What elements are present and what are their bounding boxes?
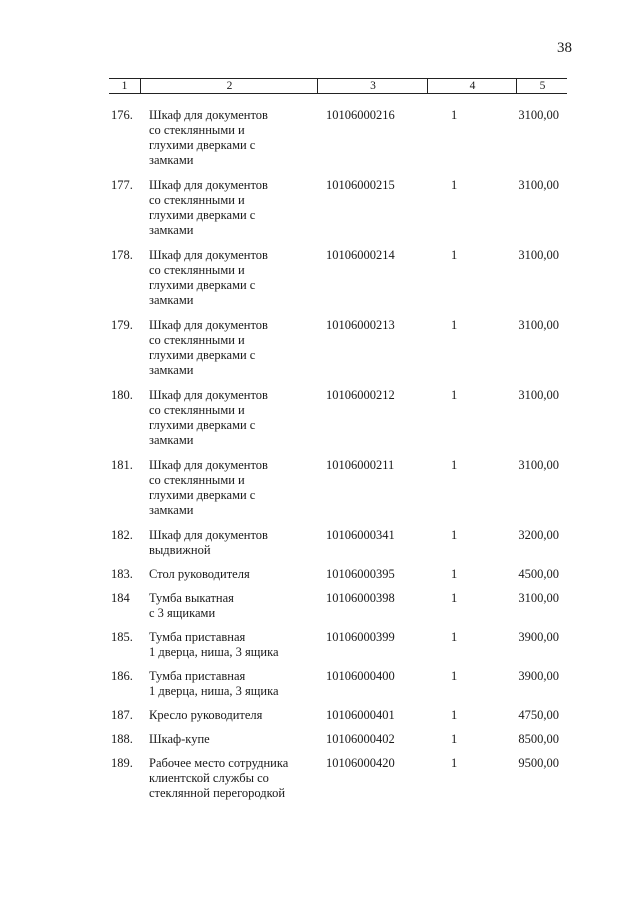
price: 3100,00: [518, 108, 559, 122]
column-header: 5: [516, 79, 568, 93]
quantity: 1: [451, 458, 458, 472]
price: 3100,00: [518, 591, 559, 605]
column-header: 4: [427, 79, 517, 93]
table-row: [109, 669, 567, 708]
row-number: 176.: [111, 108, 133, 122]
price: 3900,00: [518, 669, 559, 683]
price: 4750,00: [518, 708, 559, 722]
price: 9500,00: [518, 756, 559, 770]
price: 3100,00: [518, 458, 559, 472]
quantity: 1: [451, 708, 458, 722]
item-name: Шкаф для документов со стеклянными и глухими дверками с замками: [149, 108, 268, 167]
inventory-code: 10106000215: [326, 178, 395, 192]
item-name: Шкаф для документов со стеклянными и глухими дверками с замками: [149, 318, 268, 377]
table-row: [109, 178, 567, 248]
quantity: 1: [451, 108, 458, 122]
column-header: 2: [140, 79, 318, 93]
item-name: Шкаф для документов выдвижной: [149, 528, 268, 557]
quantity: 1: [451, 178, 458, 192]
row-number: 178.: [111, 248, 133, 262]
price: 4500,00: [518, 567, 559, 581]
row-number: 184: [111, 591, 130, 605]
inventory-code: 10106000420: [326, 756, 395, 770]
table-row: [109, 756, 567, 810]
quantity: 1: [451, 756, 458, 770]
price: 3900,00: [518, 630, 559, 644]
row-number: 186.: [111, 669, 133, 683]
inventory-code: 10106000395: [326, 567, 395, 581]
row-number: 187.: [111, 708, 133, 722]
inventory-code: 10106000341: [326, 528, 395, 542]
table-header: [109, 78, 567, 94]
row-number: 183.: [111, 567, 133, 581]
price: 3100,00: [518, 318, 559, 332]
table-row: [109, 318, 567, 388]
item-name: Шкаф для документов со стеклянными и глухими дверками с замками: [149, 458, 268, 517]
table-body: [109, 108, 567, 810]
inventory-code: 10106000212: [326, 388, 395, 402]
item-name: Тумба приставная 1 дверца, ниша, 3 ящика: [149, 669, 279, 698]
table-row: [109, 108, 567, 178]
row-number: 180.: [111, 388, 133, 402]
inventory-code: 10106000213: [326, 318, 395, 332]
item-name: Шкаф-купе: [149, 732, 210, 746]
row-number: 188.: [111, 732, 133, 746]
item-name: Рабочее место сотрудника клиентской службы со стеклянной перегородкой: [149, 756, 289, 800]
row-number: 177.: [111, 178, 133, 192]
table-row: [109, 528, 567, 567]
quantity: 1: [451, 669, 458, 683]
price: 3200,00: [518, 528, 559, 542]
table-row: [109, 388, 567, 458]
row-number: 182.: [111, 528, 133, 542]
row-number: 181.: [111, 458, 133, 472]
item-name: Тумба приставная 1 дверца, ниша, 3 ящика: [149, 630, 279, 659]
row-number: 189.: [111, 756, 133, 770]
quantity: 1: [451, 388, 458, 402]
page-number: 38: [557, 40, 572, 56]
inventory-code: 10106000211: [326, 458, 395, 472]
table-row: [109, 248, 567, 318]
quantity: 1: [451, 630, 458, 644]
item-name: Шкаф для документов со стеклянными и глухими дверками с замками: [149, 388, 268, 447]
price: 3100,00: [518, 248, 559, 262]
inventory-code: 10106000401: [326, 708, 395, 722]
quantity: 1: [451, 567, 458, 581]
table-row: [109, 567, 567, 591]
row-number: 185.: [111, 630, 133, 644]
table-row: [109, 458, 567, 528]
quantity: 1: [451, 318, 458, 332]
inventory-table: [109, 78, 567, 810]
table-row: [109, 732, 567, 756]
quantity: 1: [451, 528, 458, 542]
item-name: Шкаф для документов со стеклянными и глухими дверками с замками: [149, 248, 268, 307]
price: 3100,00: [518, 178, 559, 192]
item-name: Шкаф для документов со стеклянными и глухими дверками с замками: [149, 178, 268, 237]
table-row: [109, 591, 567, 630]
inventory-code: 10106000216: [326, 108, 395, 122]
row-number: 179.: [111, 318, 133, 332]
item-name: Стол руководителя: [149, 567, 250, 581]
inventory-code: 10106000214: [326, 248, 395, 262]
inventory-code: 10106000398: [326, 591, 395, 605]
inventory-code: 10106000399: [326, 630, 395, 644]
inventory-code: 10106000402: [326, 732, 395, 746]
quantity: 1: [451, 248, 458, 262]
quantity: 1: [451, 591, 458, 605]
table-row: [109, 708, 567, 732]
column-header: 1: [121, 80, 128, 92]
price: 3100,00: [518, 388, 559, 402]
quantity: 1: [451, 732, 458, 746]
column-header: 3: [317, 79, 428, 93]
table-row: [109, 630, 567, 669]
price: 8500,00: [518, 732, 559, 746]
item-name: Кресло руководителя: [149, 708, 263, 722]
inventory-code: 10106000400: [326, 669, 395, 683]
item-name: Тумба выкатная с 3 ящиками: [149, 591, 234, 620]
